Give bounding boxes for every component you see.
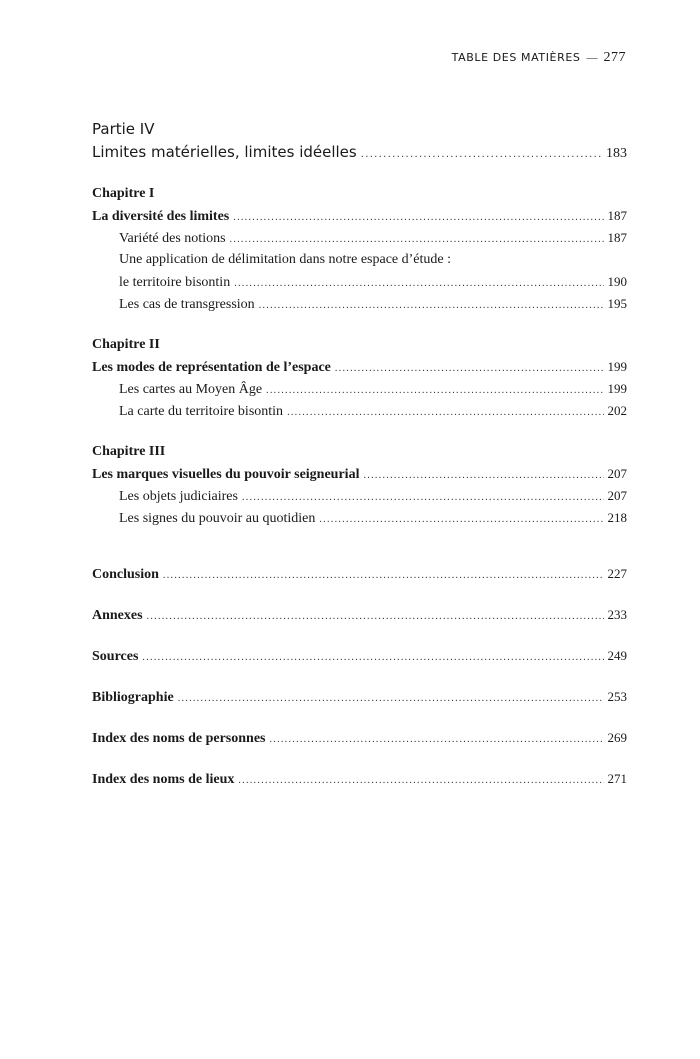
toc-entry-index-personnes[interactable] <box>92 729 627 749</box>
chapter-title: Les marques visuelles du pouvoir seigneurial <box>92 467 360 482</box>
leader-dots <box>142 649 603 667</box>
toc-entry-conclusion[interactable] <box>92 565 627 585</box>
toc-entry-section[interactable] <box>119 402 627 422</box>
leader-dots <box>269 731 603 749</box>
section-page: 207 <box>607 488 627 503</box>
toc-entry-annexes[interactable] <box>92 606 627 626</box>
section-title-line1: Une application de délimitation dans notre espace d’étude : <box>119 252 451 267</box>
section-title: Les cartes au Moyen Âge <box>119 382 263 397</box>
entry-title: Index des noms de personnes <box>92 731 266 746</box>
leader-dots <box>266 382 603 400</box>
section-page: 202 <box>607 403 627 418</box>
toc-entry-chapter[interactable] <box>92 465 627 485</box>
section-page: 195 <box>607 296 627 311</box>
leader-dots <box>230 231 604 249</box>
toc-entry-index-lieux[interactable] <box>92 770 627 790</box>
section-title: Les signes du pouvoir au quotidien <box>119 511 316 526</box>
entry-page: 233 <box>607 607 627 622</box>
chapter-label: Chapitre III <box>92 444 166 459</box>
chapter-label: Chapitre I <box>92 186 155 201</box>
chapter-page: 199 <box>607 359 627 374</box>
toc-entry-section[interactable] <box>119 295 627 315</box>
leader-dots <box>178 690 604 708</box>
toc-entry-section[interactable] <box>119 487 627 507</box>
leader-dots <box>361 146 602 164</box>
section-page: 187 <box>607 230 627 245</box>
leader-dots <box>335 360 604 378</box>
toc-entry-section[interactable] <box>119 380 627 400</box>
section-title: le territoire bisontin <box>119 275 231 290</box>
entry-title: Bibliographie <box>92 690 174 705</box>
leader-dots <box>259 297 604 315</box>
running-header <box>452 50 626 66</box>
leader-dots <box>319 511 603 529</box>
section-page: 199 <box>607 381 627 396</box>
leader-dots <box>163 567 604 585</box>
page-number: 277 <box>603 50 626 65</box>
running-header-title: TABLE DES MATIÈRES <box>451 51 581 64</box>
chapter-title: La diversité des limites <box>92 209 230 224</box>
toc-entry-section[interactable] <box>119 509 627 529</box>
entry-page: 271 <box>607 771 627 786</box>
toc-entry-section[interactable] <box>119 273 627 293</box>
part-title: Limites matérielles, limites idéelles <box>92 143 357 161</box>
section-page: 190 <box>607 274 627 289</box>
entry-page: 253 <box>607 689 627 704</box>
toc-entry-chapter[interactable] <box>92 207 627 227</box>
toc-entry-bibliographie[interactable] <box>92 688 627 708</box>
chapter-label: Chapitre II <box>92 337 160 352</box>
entry-title: Annexes <box>92 608 143 623</box>
chapter-page: 187 <box>607 208 627 223</box>
leader-dots <box>242 489 604 507</box>
entry-title: Sources <box>92 649 139 664</box>
leader-dots <box>238 772 603 790</box>
section-title: La carte du territoire bisontin <box>119 404 284 419</box>
chapter-page: 207 <box>607 466 627 481</box>
toc-entry-sources[interactable] <box>92 647 627 667</box>
leader-dots <box>233 209 603 227</box>
section-title: Variété des notions <box>119 231 226 246</box>
section-title: Les cas de transgression <box>119 297 255 312</box>
entry-page: 249 <box>607 648 627 663</box>
toc-entry-part[interactable] <box>92 143 627 164</box>
chapter-title: Les modes de représentation de l’espace <box>92 360 331 375</box>
entry-page: 269 <box>607 730 627 745</box>
leader-dots <box>147 608 604 626</box>
toc-entry-section[interactable] <box>119 229 627 249</box>
leader-dots <box>287 404 603 422</box>
toc-entry-chapter[interactable] <box>92 358 627 378</box>
section-title: Les objets judiciaires <box>119 489 238 504</box>
entry-page: 227 <box>607 566 627 581</box>
running-header-separator: — <box>586 52 598 64</box>
entry-title: Conclusion <box>92 567 159 582</box>
entry-title: Index des noms de lieux <box>92 772 235 787</box>
section-page: 218 <box>607 510 627 525</box>
leader-dots <box>363 467 603 485</box>
leader-dots <box>234 275 603 293</box>
part-label: Partie IV <box>92 120 155 138</box>
part-page: 183 <box>606 146 627 161</box>
